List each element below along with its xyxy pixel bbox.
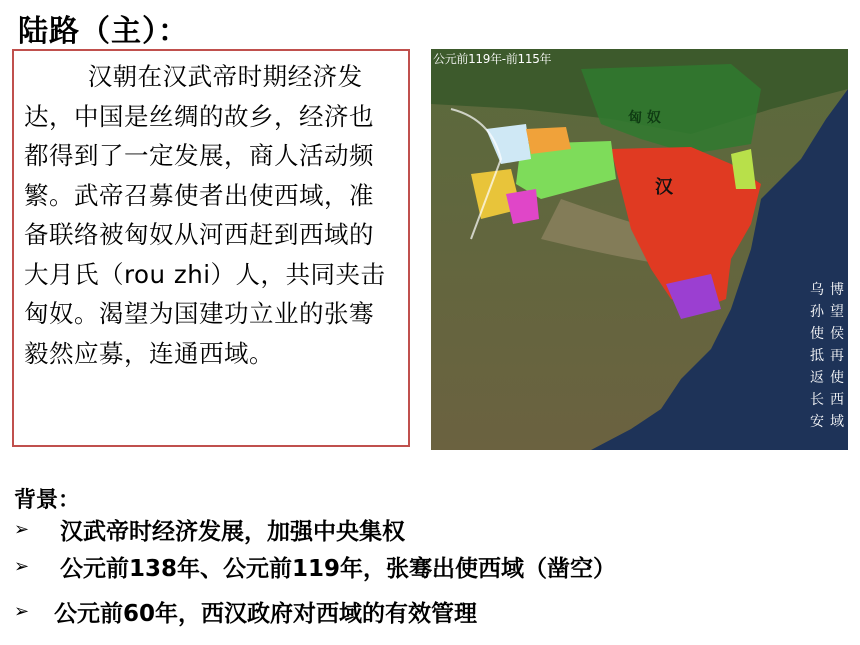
historical-map xyxy=(431,49,848,450)
background-heading: 背景： xyxy=(14,488,81,513)
xiongnu-label: 匈 奴 xyxy=(628,110,661,126)
background-item-text: 公元前138年、公元前119年，张骞出使西域（凿空） xyxy=(60,556,617,582)
background-item-text: 公元前60年，西汉政府对西域的有效管理 xyxy=(54,601,478,627)
han-label: 汉 xyxy=(655,177,673,198)
map-note-bowanghou: 博望侯再使西域 xyxy=(830,282,844,430)
passage-box xyxy=(12,49,410,447)
background-item xyxy=(14,595,477,628)
arrow-bullet-icon: ➢ xyxy=(14,519,30,540)
slide-title: 陆路（主）： xyxy=(18,14,189,49)
background-item xyxy=(14,513,405,546)
map-note-wusun: 乌孙使抵返长安 xyxy=(810,282,824,430)
arrow-bullet-icon: ➢ xyxy=(14,556,30,577)
arrow-bullet-icon: ➢ xyxy=(14,601,30,622)
map-caption: 公元前119年-前115年 xyxy=(433,52,552,66)
background-item-text: 汉武帝时经济发展，加强中央集权 xyxy=(60,519,405,545)
background-item xyxy=(14,550,616,583)
passage-text: 汉朝在汉武帝时期经济发达，中国是丝绸的故乡，经济也都得到了一定发展，商人活动频繁。武帝召募使者出使西域，准备联络被匈奴从河西赶到西域的大月氏（rou zhi）人，共同夹击匈奴。渴望为国建功立业的张骞毅然应募，连通西域。 xyxy=(24,62,386,368)
